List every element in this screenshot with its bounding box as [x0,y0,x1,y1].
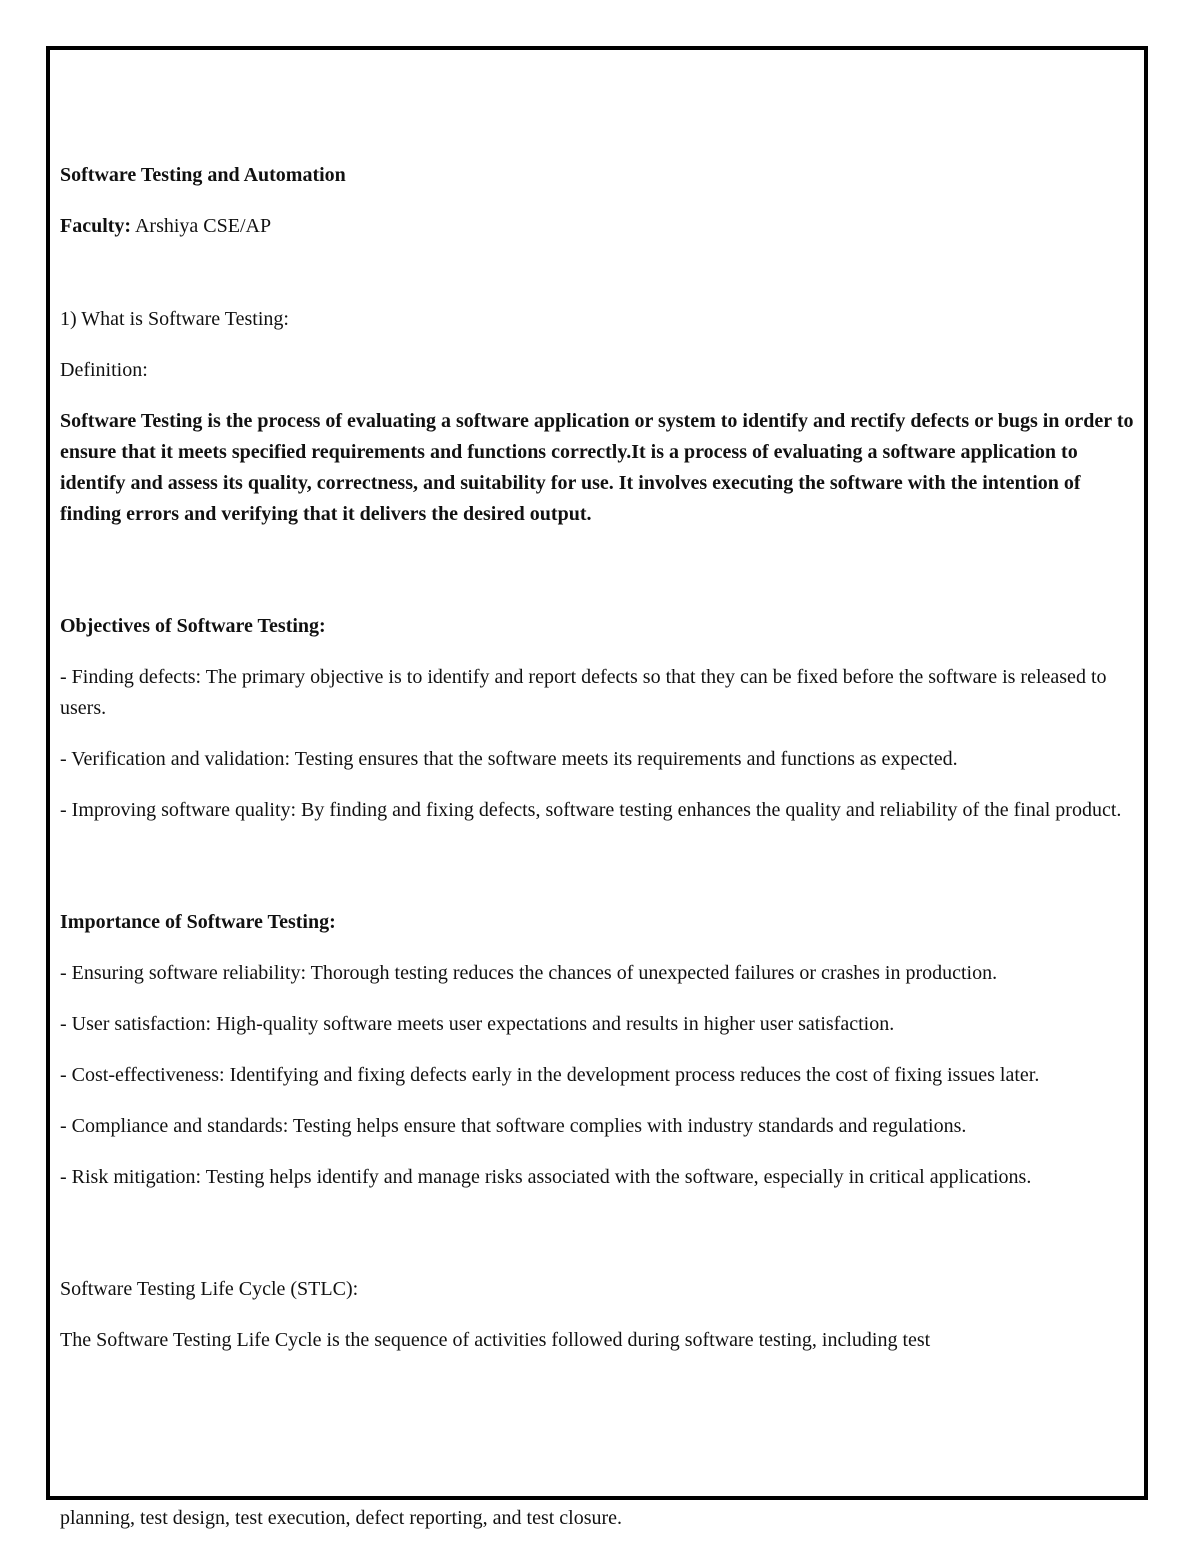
importance-item: - Compliance and standards: Testing helps ensure that software complies with industry standards and regulations. [60,1115,967,1137]
faculty-value: Arshiya CSE/AP [131,215,272,237]
document-body [60,160,1145,1356]
question-heading: 1) What is Software Testing: [60,308,289,330]
importance-item: - Ensuring software reliability: Thorough testing reduces the chances of unexpected failures or crashes in production. [60,962,998,984]
objectives-heading: Objectives of Software Testing: [60,615,326,637]
objective-item: - Verification and validation: Testing ensures that the software meets its requirements and functions as expected. [60,748,958,770]
importance-item: - User satisfaction: High-quality software meets user expectations and results in higher user satisfaction. [60,1013,895,1035]
importance-item: - Risk mitigation: Testing helps identify and manage risks associated with the software, especially in critical applications. [60,1166,1032,1188]
objective-item: - Finding defects: The primary objective is to identify and report defects so that they can be fixed before the software is released to users. [60,666,1107,719]
stlc-paragraph-line: The Software Testing Life Cycle is the sequence of activities followed during software testing, including test [60,1329,931,1351]
definition-label: Definition: [60,359,148,381]
objective-item: - Improving software quality: By finding and fixing defects, software testing enhances the quality and reliability of the final product. [60,799,1122,821]
faculty-line [60,211,1145,242]
importance-heading: Importance of Software Testing: [60,911,336,933]
importance-item: - Cost-effectiveness: Identifying and fixing defects early in the development process reduces the cost of fixing issues later. [60,1064,1040,1086]
faculty-label: Faculty: [60,215,132,237]
definition-paragraph: Software Testing is the process of evaluating a software application or system to identify and rectify defects or bugs in order to ensure that it meets specified requirements and functions correctly.It is a process of evaluating a software application to identify and assess its quality, correctness, and suitability for use. It involves executing the software with the intention of finding errors and verifying that it delivers the desired output. [60,410,1134,525]
stlc-heading: Software Testing Life Cycle (STLC): [60,1278,359,1300]
stlc-overflow-line: planning, test design, test execution, defect reporting, and test closure. [60,1507,623,1529]
document-title: Software Testing and Automation [60,164,346,186]
